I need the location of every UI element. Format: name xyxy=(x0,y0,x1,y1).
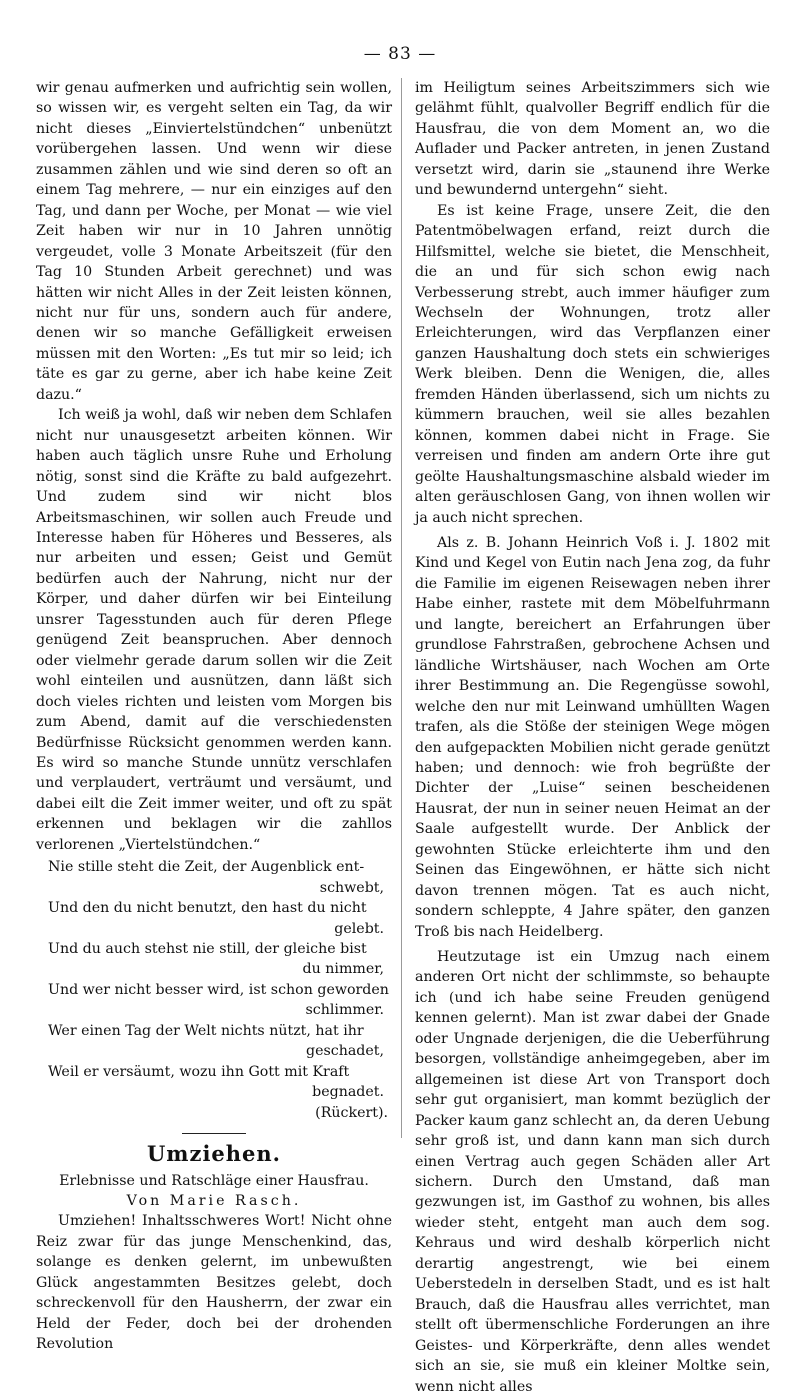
article-subtitle: Erlebnisse und Ratschläge einer Hausfrau. xyxy=(59,1172,369,1189)
article-heading: Umziehen. xyxy=(146,1141,281,1167)
poem-line-continuation: schlimmer. xyxy=(305,1002,384,1019)
poem-line-continuation: geschadet, xyxy=(306,1043,384,1060)
paragraph: Umziehen! Inhaltsschweres Wort! Nicht ohne Reiz zwar für das junge Menschenkind, das, solange es denken gelernt, im unbewußten Glück angestammten Besitzes gelebt, doch schreckenvoll für den Hausherrn, der zwar ein Held der Feder, doch bei der drohenden Revolution xyxy=(36,1213,392,1353)
paragraph: wir genau aufmerken und aufrichtig sein wollen, so wissen wir, es vergeht selten ein Tag, da wir nicht dieses „Einviertelstündchen“ unbenützt vorübergehen lassen. Und wenn wir diese zusammen zählen und wie sind deren so oft an einem Tag mehrere, — nur ein einziges auf den Tag, und dann per Woche, per Monat — wie viel Zeit haben wir nur in 10 Jahren unnötig vergeudet, volle 3 Monate Arbeitszeit (für den Tag 10 Stunden Arbeit gerechnet) und was hätten wir nicht Alles in der Zeit leisten können, nicht nur für uns, sondern auch für andere, denen wir so manche Gefälligkeit erweisen müssen mit den Worten: „Es tut mir so leid; ich täte es gar zu gerne, aber ich habe keine Zeit dazu.“ xyxy=(36,80,392,403)
poem-line-continuation: gelebt. xyxy=(334,920,384,937)
article-author: Von Marie Rasch. xyxy=(126,1193,302,1210)
column-divider xyxy=(401,78,402,1138)
poem-line: Und du auch stehst nie still, der gleiche bist xyxy=(48,941,367,958)
poem xyxy=(36,857,392,1123)
poem-line-continuation: schwebt, xyxy=(319,879,384,896)
poem-source: (Rückert). xyxy=(315,1104,388,1121)
paragraph: Als z. B. Johann Heinrich Voß i. J. 1802 mit Kind und Kegel von Eutin nach Jena zog, da fuhr die Familie im eigenen Reisewagen neben ihrer Habe einher, rastete mit dem Möbelfuhrmann und langte, bereichert an Erfahrungen über grundlose Fahrstraßen, gebrochene Achsen und ländliche Wirtshäuser, nach Wochen am Orte ihrer Bestimmung an. Die Regengüsse sowohl, welche den nur mit Leinwand umhüllten Wagen trafen, als die Stöße der steinigen Wege mögen den aufgepackten Mobilien nicht gerade genützt haben; und dennoch: wie froh begrüßte der Dichter der „Luise“ seinen bescheidenen Hausrat, der nun in seiner neuen Heimat an der Saale aufgestellt wurde. Der Anblick der gewohnten Stücke erleichterte ihm und den Seinen das Eingewöhnen, er hätte sich nicht davon trennen mögen. Tat es auch nicht, sondern schleppte, 4 Jahre später, den ganzen Troß bis nach Heidelberg. xyxy=(415,534,770,940)
left-column xyxy=(36,78,392,1355)
poem-line-continuation: begnadet. xyxy=(312,1084,384,1101)
paragraph: Es ist keine Frage, unsere Zeit, die den Patentmöbelwagen erfand, reizt durch die Hilfsmittel, welche sie bietet, die Menschheit, die an und für sich schon ewig nach Verbesserung strebt, auch immer häufiger zum Wechseln der Wohnungen, trotz aller Erleichterungen, wird das Verpflanzen einer ganzen Haushaltung doch stets ein schwieriges Werk bleiben. Denn die Wenigen, die, alles fremden Händen überlassend, sich um nichts zu kümmern brauchen, weil sie alles bezahlen können, kommen dabei nicht in Frage. Sie verreisen und finden am andern Orte ihre gut geölte Haushaltungsmaschine alsbald wieder im alten geräuschlosen Gang, von ihnen wollen wir ja auch nicht sprechen. xyxy=(415,202,770,526)
right-column xyxy=(415,78,770,1397)
poem-line: Und den du nicht benutzt, den hast du nicht xyxy=(48,900,367,917)
poem-line: Nie stille steht die Zeit, der Augenblick ent- xyxy=(48,859,365,876)
poem-line-continuation: du nimmer, xyxy=(302,961,384,978)
poem-line: Weil er versäumt, wozu ihn Gott mit Kraft xyxy=(48,1063,350,1080)
paragraph: Ich weiß ja wohl, daß wir neben dem Schlafen nicht nur unausgesetzt arbeiten können. Wir haben auch täglich unsre Ruhe und Erholung nötig, sonst sind die Kräfte zu bald aufgezehrt. Und zudem sind wir nicht blos Arbeitsmaschinen, wir sollen auch Freude und Interesse haben für Höheres und Besseres, als nur arbeiten und essen; Geist und Gemüt bedürfen auch der Nahrung, nicht nur der Körper, und daher dürfen wir bei Einteilung unsrer Tagesstunden auch für deren Pflege genügend Zeit beanspruchen. Aber dennoch oder vielmehr gerade darum sollen wir die Zeit wohl einteilen und ausnützen, dann läßt sich doch vieles richten und leisten vom Morgen bis zum Abend, damit auf die verschiedensten Bedürfnisse Rücksicht genommen werden kann. Es wird so manche Stunde unnütz verschlafen und verplaudert, verträumt und versäumt, und dabei eilt die Zeit immer weiter, und oft zu spät erkennen und beklagen wir die zahllos verlorenen „Viertelstündchen.“ xyxy=(36,407,392,853)
paragraph: im Heiligtum seines Arbeitszimmers sich wie gelähmt fühlt, qualvoller Begriff endlich für die Hausfrau, die von dem Moment an, wo die Auflader und Packer antreten, in jenen Zustand versetzt wird, darin sie „staunend ihre Werke und bewundernd untergehn“ sieht. xyxy=(415,80,770,199)
page-number: — 83 — xyxy=(363,44,437,64)
section-divider xyxy=(182,1133,246,1134)
poem-line: Wer einen Tag der Welt nichts nützt, hat ihr xyxy=(48,1022,364,1039)
paragraph: Heutzutage ist ein Umzug nach einem anderen Ort nicht der schlimmste, so behaupte ich (und ich habe seine Freuden genügend kennen gelernt). Man ist zwar dabei der Gnade oder Ungnade derjenigen, die die Ueberführung besorgen, vollständige anheimgegeben, aber im allgemeinen ist diese Art von Transport doch sehr gut organisiert, man kommt bezüglich der Packer kaum ganz schlecht an, da deren Uebung sehr groß ist, und dann kann man sich durch einen Vertrag auch gegen Schäden aller Art sichern. Durch den Umstand, daß man gezwungen ist, im Gasthof zu wohnen, bis alles wieder steht, entgeht man auch dem sog. Kehraus und wird deshalb körperlich nicht derartig angestrengt, wie bei einem Ueberstedeln in derselben Stadt, und es ist halt Brauch, daß die Hausfrau alles verrichtet, man stellt oft übermenschliche Forderungen an ihre Geistes- und Körperkräfte, denn alles wendet sich an sie, sie muß ein kleiner Moltke sein, wenn nicht alles xyxy=(415,949,770,1395)
poem-line: Und wer nicht besser wird, ist schon geworden xyxy=(48,981,389,998)
